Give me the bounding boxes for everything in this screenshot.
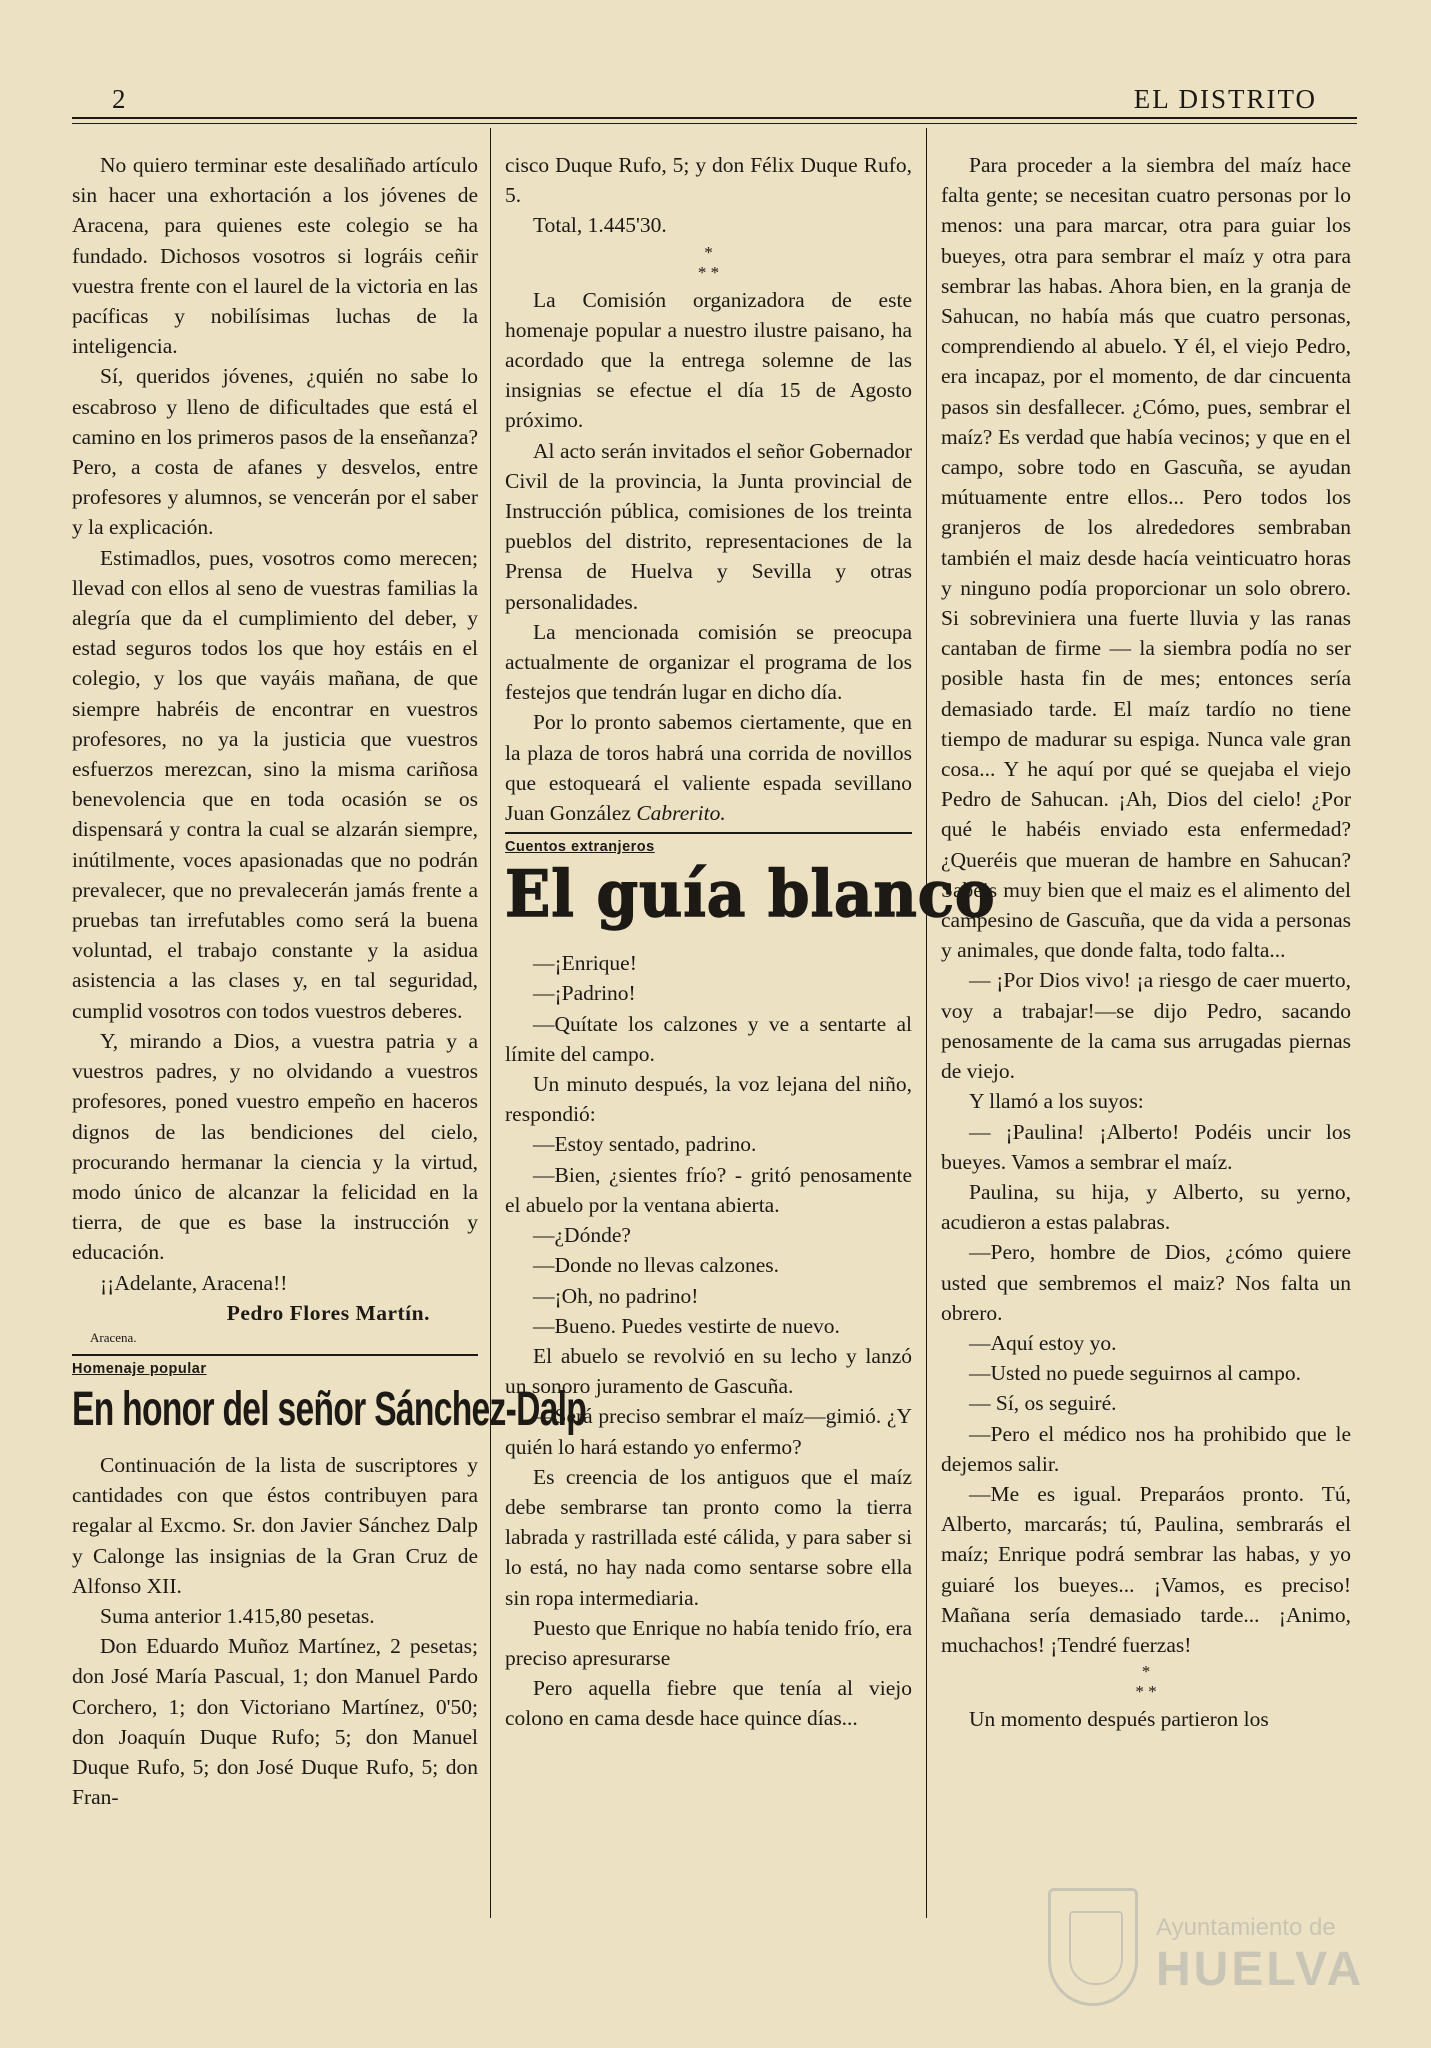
- story-paragraph: —¡Enrique!: [533, 951, 637, 976]
- story-paragraph: —Pero, hombre de Dios, ¿cómo quiere usted que sembremos el maiz? Nos falta un obrero.: [941, 1240, 1351, 1325]
- article-paragraph: Sí, queridos jóvenes, ¿quién no sabe lo escabroso y lleno de dificultades que está el camino en los primeros pasos de la enseñanza? Pero, a costa de afanes y desvelos, entre profesores y alumnos, se vencerán por el saber y la explicación.: [72, 364, 478, 540]
- story-paragraph: Pero aquella fiebre que tenía al viejo colono en cama desde hace quince días...: [505, 1676, 912, 1731]
- watermark-line-1: Ayuntamiento de: [1156, 1914, 1336, 1941]
- coat-of-arms-icon: [1048, 1888, 1138, 2006]
- story-paragraph: —¡Oh, no padrino!: [533, 1283, 699, 1308]
- signature-place: Aracena.: [90, 1329, 137, 1345]
- story-headline: El guía blanco: [505, 857, 996, 933]
- section-rule: [505, 832, 912, 834]
- paragraph-italic: Cabrerito.: [636, 801, 726, 826]
- article-signature: Pedro Flores Martín.: [226, 1300, 430, 1325]
- story-paragraph: — Sí, os seguiré.: [969, 1391, 1117, 1416]
- section-label: Cuentos extranjeros: [505, 839, 655, 856]
- watermark-line-2: HUELVA: [1156, 1943, 1365, 1996]
- story-paragraph: —¡Padrino!: [533, 981, 636, 1006]
- article-paragraph: La mencionada comisión se preocupa actualmente de organizar el programa de los festejos que tendrán lugar en dicho día.: [505, 619, 912, 705]
- column-2: [505, 150, 996, 1734]
- article-paragraph: La Comisión organizadora de este homenaje popular a nuestro ilustre paisano, ha acordado que la entrega solemne de las insignias se efectue el día 15 de Agosto próximo.: [505, 287, 912, 433]
- section-rule: [72, 1354, 478, 1356]
- header-rule: [72, 117, 1357, 119]
- article-paragraph: Al acto serán invitados el señor Gobernador Civil de la provincia, la Junta provincial de Instrucción pública, comisiones de los treinta pueblos del distrito, representaciones de la Prensa de Huelva y Sevilla y otras personalidades.: [505, 438, 912, 614]
- article-paragraph: No quiero terminar este desaliñado artículo sin hacer una exhortación a los jóvenes de Aracena, para quienes este colegio se ha fundado. Dichosos vosotros si lográis ceñir vuestra frente con el laurel de la victoria en las pacíficas y nobilísimas luchas de la inteligencia.: [72, 153, 478, 359]
- story-paragraph: —Me es igual. Preparáos pronto. Tú, Alberto, marcarás; tú, Paulina, sembrarás el maíz; Enrique podrá sembrar las habas, y yo guiaré los bueyes... ¡Vamos, es preciso! Mañana sería demasiado tarde... ¡Animo, muchachos! ¡Tendré fuerzas!: [941, 1481, 1351, 1657]
- story-paragraph: Para proceder a la siembra del maíz hace falta gente; se necesitan cuatro personas por lo menos: una para marcar, otra para guiar los bueyes, otra para sembrar el maíz y otra para sembrar las habas. Ahora bien, en la granja de Sahucan, no había más que cuatro personas, comprendiendo al abuelo. Y él, el viejo Pedro, era incapaz, por el momento, de dar cincuenta pasos sin desfallecer. ¿Cómo, pues, sembrar el maíz? Es verdad que había vecinos; y que en el campo, sobre todo en Gascuña, se ayudan mútuamente entre ellos... Pero todos los granjeros de los alrededores sembraban también el maiz desde hacía veinticuatro horas y ninguno podía proporcionar un solo obrero. Si sobreviniera una fuerte lluvia y las ranas cantaban de firme — la siembra podía no ser posible hasta fin de mes; entonces sería demasiado tarde. El maíz tardío no tiene tiempo de madurar su espiga. Nunca vale gran cosa... Y he aquí por qué se quejaba el viejo Pedro de Sahucan. ¡Ah, Dios del cielo! ¿Por qué le habéis enviado esta enfermedad? ¿Queréis que mueran de hambre en Sahucan? Sabéis muy bien que el maiz es el alimento del campesino de Gascuña, que da vida a personas y animales, que donde falta, todo falta...: [941, 153, 1351, 963]
- page-number: 2: [112, 84, 126, 114]
- page-header: [112, 84, 1317, 118]
- story-paragraph: El abuelo se revolvió en su lecho y lanzó un sonoro juramento de Gascuña.: [505, 1343, 912, 1399]
- column-3: [941, 150, 1351, 1734]
- story-paragraph: Es creencia de los antiguos que el maíz debe sembrarse tan pronto como la tierra labrada y rastrillada esté cálida, y para saber si lo está, no hay nada como sentarse sobre ella sin ropa intermediaria.: [505, 1464, 912, 1610]
- article-headline: En honor del señor Sánchez-Dalp: [72, 1382, 587, 1436]
- story-paragraph: —Donde no llevas calzones.: [533, 1253, 779, 1278]
- newspaper-title: EL DISTRITO: [1133, 84, 1317, 114]
- separator-asterism: * * *: [1135, 1662, 1157, 1702]
- article-paragraph: Suma anterior 1.415,80 pesetas.: [100, 1603, 375, 1628]
- section-label: Homenaje popular: [72, 1360, 207, 1377]
- article-paragraph: ¡¡Adelante, Aracena!!: [100, 1270, 288, 1295]
- column-divider: [926, 128, 927, 1918]
- story-paragraph: —Usted no puede seguirnos al campo.: [969, 1361, 1301, 1386]
- list-total: Total, 1.445'30.: [533, 213, 667, 238]
- story-paragraph: —Aquí estoy yo.: [969, 1330, 1117, 1355]
- separator-asterism: * * *: [697, 242, 720, 282]
- story-paragraph: —¿Dónde?: [533, 1223, 631, 1248]
- story-paragraph: —Pero el médico nos ha prohibido que le dejemos salir.: [941, 1421, 1351, 1476]
- article-paragraph: Continuación de la lista de suscriptores y cantidades con que éstos contribuyen para regalar al Excmo. Sr. don Javier Sánchez Dalp y Calonge las insignias de la Gran Cruz de Alfonso XII.: [72, 1452, 478, 1598]
- story-paragraph: — ¡Paulina! ¡Alberto! Podéis uncir los bueyes. Vamos a sembrar el maíz.: [941, 1119, 1351, 1174]
- story-paragraph: Un momento después partieron los: [969, 1707, 1269, 1732]
- story-paragraph: —Estoy sentado, padrino.: [533, 1132, 757, 1157]
- paragraph-text: Por lo pronto sabemos ciertamente, que en la plaza de toros habrá una corrida de novillos que estoqueará el valiente espada sevillano Juan González: [505, 710, 912, 826]
- story-paragraph: — ¡Por Dios vivo! ¡a riesgo de caer muerto, voy a trabajar!—se dijo Pedro, sacando penosamente de la cama sus arrugadas piernas de viejo.: [941, 968, 1351, 1084]
- article-paragraph: Y, mirando a Dios, a vuestra patria y a vuestros padres, y no olvidando a vuestros profesores, poned vuestro empeño en haceros dignos de las bendiciones del cielo, procurando hermanar la ciencia y la virtud, modo único de alcanzar la felicidad en la tierra, de que es base la instrucción y educación.: [72, 1028, 478, 1265]
- story-paragraph: Y llamó a los suyos:: [969, 1089, 1144, 1114]
- article-paragraph: Estimadlos, pues, vosotros como merecen; llevad con ellos al seno de vuestras familias la alegría que da el cumplimiento del deber, y estad seguros todos los que hoy estáis en el colegio, y los que vayáis mañana, de que siempre habréis de encontrar en vuestros profesores, no ya la justicia que vuestros esfuerzos merezcan, sino la misma cariñosa benevolencia que en toda ocasión se os dispensará y contra la cual se alzarán siempre, inútilmente, voces apasionadas que no podrán prevalecer, que no prevalecerán jamás frente a pruebas tan irrefutables como será la buena voluntad, el trabajo constante y la asidua asistencia a las clases y, en tal seguridad, cumplid vosotros con todos vuestros deberes.: [72, 545, 478, 1023]
- story-paragraph: Un minuto después, la voz lejana del niño, respondió:: [505, 1072, 912, 1127]
- story-paragraph: —Bueno. Puedes vestirte de nuevo.: [533, 1313, 840, 1338]
- story-paragraph: —Bien, ¿sientes frío? - gritó penosamente el abuelo por la ventana abierta.: [505, 1162, 912, 1217]
- article-paragraph: Don Eduardo Muñoz Martínez, 2 pesetas; don José María Pascual, 1; don Manuel Pardo Corchero, 1; don Victoriano Martínez, 0'50; don Joaquín Duque Rufo; 5; don Manuel Duque Rufo, 5; don José Duque Rufo, 5; don Fran-: [72, 1634, 478, 1810]
- article-paragraph: cisco Duque Rufo, 5; y don Félix Duque Rufo, 5.: [505, 153, 912, 208]
- header-rule-thin: [72, 123, 1357, 124]
- column-divider: [490, 128, 491, 1918]
- story-paragraph: —Quítate los calzones y ve a sentarte al límite del campo.: [505, 1011, 912, 1066]
- archive-watermark: [1048, 1888, 1365, 2008]
- article-paragraph: [505, 707, 912, 828]
- story-paragraph: Puesto que Enrique no había tenido frío, era preciso apresurarse: [505, 1615, 912, 1670]
- story-paragraph: —Será preciso sembrar el maíz—gimió. ¿Y quién lo hará estando yo enfermo?: [505, 1404, 912, 1459]
- story-paragraph: Paulina, su hija, y Alberto, su yerno, acudieron a estas palabras.: [941, 1179, 1351, 1235]
